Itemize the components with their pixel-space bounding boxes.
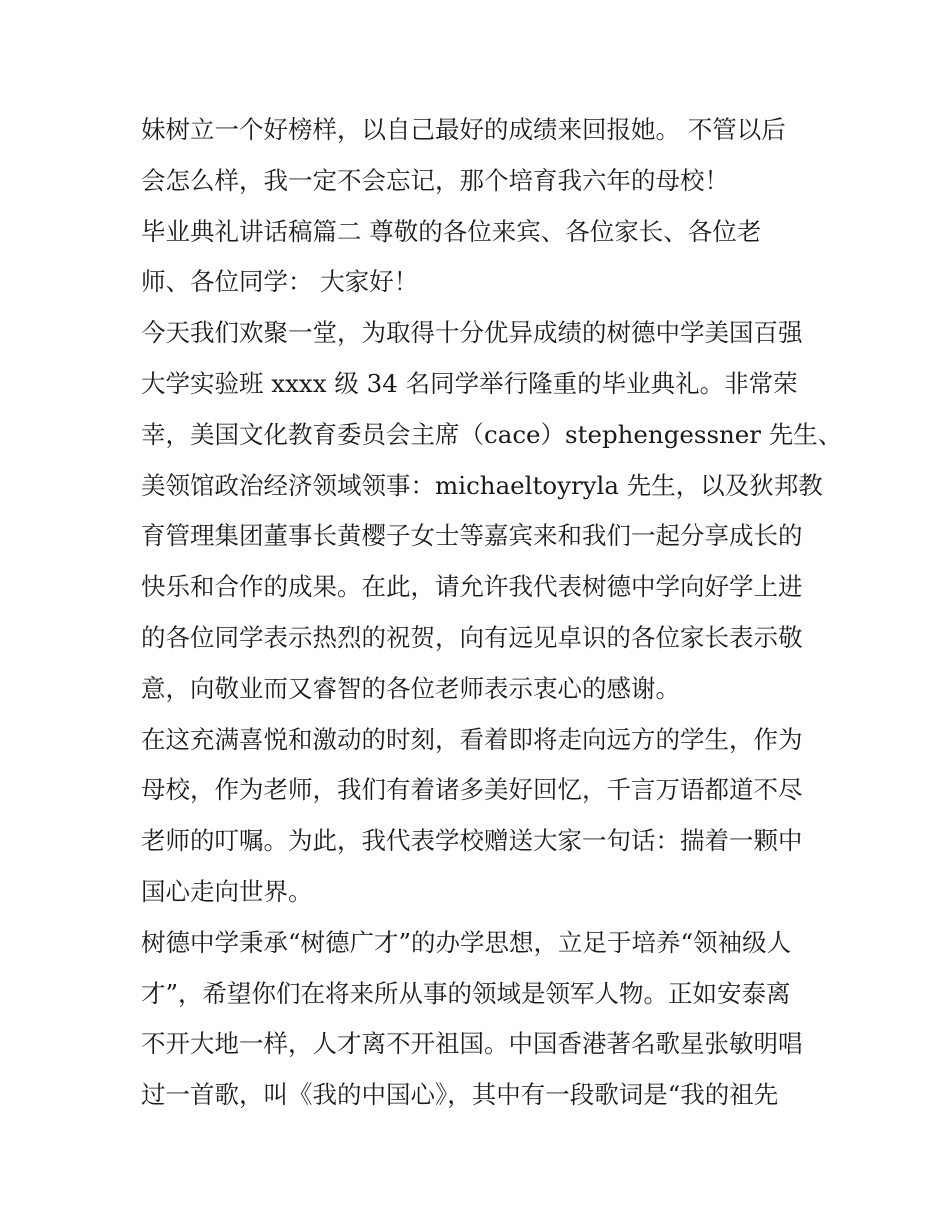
text-line: 国心走向世界。: [141, 876, 313, 906]
text-line: 师、各位同学： 大家好！: [141, 267, 419, 297]
text-line: 毕业典礼讲话稿篇二 尊敬的各位来宾、各位家长、各位老: [141, 216, 762, 246]
text-line: 妹树立一个好榜样，以自己最好的成绩来回报她。 不管以后: [141, 115, 786, 144]
text-line: 母校，作为老师，我们有着诸多美好回忆，千言万语都道不尽: [141, 775, 803, 805]
text-line: 幸，美国文化教育委员会主席（cace）stephengessner 先生、: [141, 419, 843, 449]
text-line: 老师的叮嘱。为此，我代表学校赠送大家一句话：揣着一颗中: [141, 826, 803, 856]
text-line: 树德中学秉承“树德广才”的办学思想，立足于培养“领袖级人: [141, 927, 792, 957]
text-line: 在这充满喜悦和激动的时刻，看着即将走向远方的学生，作为: [141, 724, 803, 754]
text-line: 大学实验班 xxxx 级 34 名同学举行隆重的毕业典礼。非常荣: [141, 368, 798, 398]
text-line: 育管理集团董事长黄樱子女士等嘉宾来和我们一起分享成长的: [141, 521, 803, 551]
text-line: 意，向敬业而又睿智的各位老师表示衷心的感谢。: [141, 673, 680, 703]
text-line: 美领馆政治经济领域领事：michaeltoyryla 先生，以及狄邦教: [141, 470, 823, 500]
text-line: 不开大地一样，人才离不开祖国。中国香港著名歌星张敏明唱: [141, 1029, 803, 1059]
text-line: 会怎么样，我一定不会忘记，那个培育我六年的母校！: [141, 165, 729, 195]
text-line: 过一首歌，叫《我的中国心》，其中有一段歌词是“我的祖先: [141, 1080, 779, 1110]
text-line: 才”，希望你们在将来所从事的领域是领军人物。正如安泰离: [141, 978, 791, 1008]
text-line: 的各位同学表示热烈的祝贺，向有远见卓识的各位家长表示敬: [141, 622, 803, 652]
text-line: 快乐和合作的成果。在此，请允许我代表树德中学向好学上进: [141, 572, 803, 602]
text-line: 今天我们欢聚一堂，为取得十分优异成绩的树德中学美国百强: [141, 318, 803, 348]
document-body: [141, 105, 843, 1121]
